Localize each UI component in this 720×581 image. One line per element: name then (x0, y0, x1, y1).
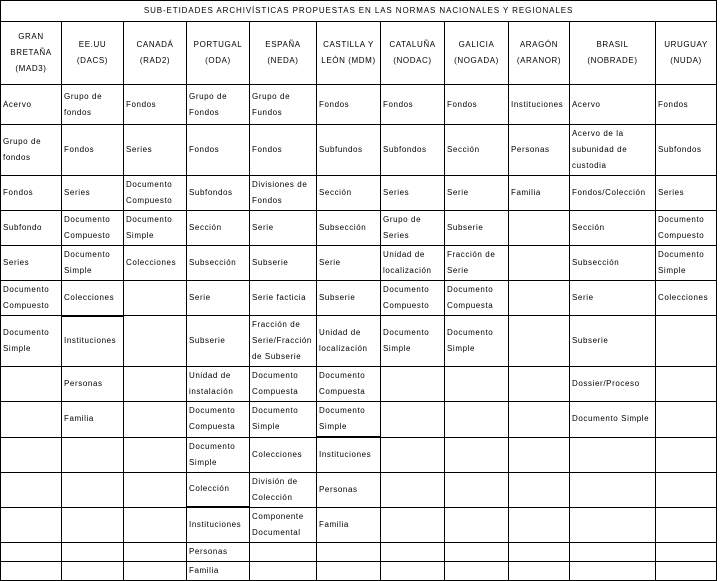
table-cell (656, 561, 717, 580)
table-cell (570, 561, 656, 580)
table-cell (656, 367, 717, 402)
table-cell: División de Colección (250, 472, 317, 507)
table-cell (124, 561, 187, 580)
table-cell: Documento Simple (187, 437, 250, 472)
table-cell: Dossier/Proceso (570, 367, 656, 402)
table-cell (1, 472, 62, 507)
table-cell: Familia (187, 561, 250, 580)
table-cell: Personas (187, 542, 250, 561)
table-cell (656, 542, 717, 561)
table-row (1, 542, 717, 561)
table-cell (445, 367, 509, 402)
column-header: BRASIL (NOBRADE) (570, 22, 656, 85)
table-cell (381, 402, 445, 438)
table-body (1, 85, 717, 581)
table-cell: Colecciones (124, 246, 187, 281)
table-cell (62, 437, 124, 472)
table-cell (445, 561, 509, 580)
table-cell: Documento Compuesta (250, 367, 317, 402)
table-cell (509, 561, 570, 580)
table-cell: Documento Compuesto (124, 176, 187, 211)
table-cell: Instituciones (509, 85, 570, 125)
table-cell: Serie (570, 281, 656, 316)
table-cell (509, 472, 570, 507)
table-cell: Documento Compuesta (317, 367, 381, 402)
table-cell (1, 367, 62, 402)
table-cell: Documento Simple (445, 316, 509, 367)
table-cell: Grupo de fondos (1, 125, 62, 176)
table-cell: Fondos (656, 85, 717, 125)
table-cell (317, 561, 381, 580)
table-cell: Acervo (1, 85, 62, 125)
table-cell (509, 246, 570, 281)
table-cell: Documento Compuesta (187, 402, 250, 438)
table-cell: Series (62, 176, 124, 211)
table-cell: Colecciones (656, 281, 717, 316)
table-cell: Sección (317, 176, 381, 211)
table-cell: Fondos (250, 125, 317, 176)
table-cell: Documento Compuesto (62, 211, 124, 246)
table-cell: Documento Simple (62, 246, 124, 281)
table-cell: Subfondos (381, 125, 445, 176)
table-cell: Documento Simple (317, 402, 381, 438)
table-cell: Documento Simple (250, 402, 317, 438)
table-cell: Familia (62, 402, 124, 438)
table-cell: Subserie (445, 211, 509, 246)
table-row (1, 281, 717, 316)
table-cell (570, 542, 656, 561)
column-header: PORTUGAL (ODA) (187, 22, 250, 85)
table-cell: Grupo de Series (381, 211, 445, 246)
table-cell (124, 316, 187, 367)
column-header: URUGUAY (NUDA) (656, 22, 717, 85)
table-cell (250, 561, 317, 580)
table-cell (381, 561, 445, 580)
table-cell: Fracción de Serie/Fracción de Subserie (250, 316, 317, 367)
table-cell: Fracción de Serie (445, 246, 509, 281)
header-row (1, 22, 717, 85)
table-cell (656, 472, 717, 507)
table-cell: Fondos (187, 125, 250, 176)
table-cell (1, 542, 62, 561)
table-cell (250, 542, 317, 561)
table-cell: Colecciones (250, 437, 317, 472)
table-cell (62, 542, 124, 561)
table-cell: Familia (317, 507, 381, 542)
table-cell (381, 542, 445, 561)
table-cell (656, 316, 717, 367)
table-cell (124, 507, 187, 542)
table-cell: Documento Simple (124, 211, 187, 246)
table-cell: Serie (445, 176, 509, 211)
table-cell: Grupo de Fundos (250, 85, 317, 125)
table-cell (509, 367, 570, 402)
table-cell (445, 542, 509, 561)
table-cell (570, 507, 656, 542)
table-cell (62, 507, 124, 542)
table-cell: Grupo de Fondos (187, 85, 250, 125)
table-cell (381, 367, 445, 402)
table-cell: Grupo de fondos (62, 85, 124, 125)
table-cell (1, 437, 62, 472)
table-cell: Fondos (1, 176, 62, 211)
table-cell: Subserie (317, 281, 381, 316)
table-row (1, 367, 717, 402)
table-cell (1, 402, 62, 438)
table-cell (124, 437, 187, 472)
table-cell: Subfondos (656, 125, 717, 176)
column-header: ARAGÓN (ARANOR) (509, 22, 570, 85)
table-cell: Documento Simple (656, 246, 717, 281)
table-cell: Documento Compuesta (445, 281, 509, 316)
table-cell (1, 561, 62, 580)
table-cell: Documento Compuesto (656, 211, 717, 246)
table-cell: Instituciones (62, 316, 124, 367)
table-cell: Series (1, 246, 62, 281)
table-cell: Acervo de la subunidad de custodia (570, 125, 656, 176)
table-cell: Colecciones (62, 281, 124, 316)
table-row (1, 316, 717, 367)
table-cell: Acervo (570, 85, 656, 125)
table-cell (381, 437, 445, 472)
table-cell (509, 211, 570, 246)
table-cell: Fondos (124, 85, 187, 125)
table-cell: Fondos (381, 85, 445, 125)
table-cell (509, 507, 570, 542)
table-cell: Serie (317, 246, 381, 281)
table-cell: Instituciones (317, 437, 381, 472)
table-row (1, 176, 717, 211)
table-cell (317, 542, 381, 561)
table-cell: Sección (570, 211, 656, 246)
table-cell: Sección (445, 125, 509, 176)
table-cell (570, 437, 656, 472)
table-cell (124, 402, 187, 438)
table-cell (1, 507, 62, 542)
table-cell: Serie facticia (250, 281, 317, 316)
table-cell (381, 472, 445, 507)
table-cell: Componente Documental (250, 507, 317, 542)
table-cell: Documento Simple (1, 316, 62, 367)
table-cell (509, 542, 570, 561)
table-cell: Documento Simple (381, 316, 445, 367)
table-cell (124, 542, 187, 561)
table-cell: Fondos (317, 85, 381, 125)
table-cell: Subfondos (187, 176, 250, 211)
table-row (1, 85, 717, 125)
table-cell: Subfundos (317, 125, 381, 176)
table-cell: Subserie (250, 246, 317, 281)
table-cell: Subserie (187, 316, 250, 367)
column-header: CANADÁ (RAD2) (124, 22, 187, 85)
table-cell: Subfondo (1, 211, 62, 246)
table-row (1, 125, 717, 176)
table-cell (509, 437, 570, 472)
table-cell: Colección (187, 472, 250, 507)
table-cell (656, 507, 717, 542)
table-cell (656, 437, 717, 472)
table-row (1, 561, 717, 580)
column-header: CATALUÑA (NODAC) (381, 22, 445, 85)
table-cell (381, 507, 445, 542)
table-cell: Documento Compuesto (381, 281, 445, 316)
table-cell: Serie (187, 281, 250, 316)
column-header: EE.UU (DACS) (62, 22, 124, 85)
table-cell: Subserie (570, 316, 656, 367)
table-cell: Personas (62, 367, 124, 402)
table-cell: Sección (187, 211, 250, 246)
table-cell (62, 561, 124, 580)
table-cell: Unidad de localización (317, 316, 381, 367)
table-cell: Documento Simple (570, 402, 656, 438)
table-cell: Documento Compuesto (1, 281, 62, 316)
table-cell: Series (656, 176, 717, 211)
table-cell: Series (381, 176, 445, 211)
table-row (1, 246, 717, 281)
table-cell (509, 281, 570, 316)
table-cell: Instituciones (187, 507, 250, 542)
table-row (1, 211, 717, 246)
table-cell: Fondos (445, 85, 509, 125)
table-cell (124, 281, 187, 316)
column-header: CASTILLA Y LEÓN (MDM) (317, 22, 381, 85)
column-header: GALICIA (NOGADA) (445, 22, 509, 85)
table-row (1, 507, 717, 542)
table-cell: Series (124, 125, 187, 176)
table-cell: Unidad de localización (381, 246, 445, 281)
column-header: ESPAÑA (NEDA) (250, 22, 317, 85)
table-cell (509, 402, 570, 438)
table-cell (124, 367, 187, 402)
table-cell: Divisiones de Fondos (250, 176, 317, 211)
table-cell (509, 316, 570, 367)
table-cell: Subsección (187, 246, 250, 281)
table-cell: Personas (509, 125, 570, 176)
table-cell: Personas (317, 472, 381, 507)
table-row (1, 472, 717, 507)
table-cell (124, 472, 187, 507)
table-cell: Fondos (62, 125, 124, 176)
column-header: GRAN BRETAÑA (MAD3) (1, 22, 62, 85)
table-cell (570, 472, 656, 507)
table-cell: Subsección (317, 211, 381, 246)
table-cell: Fondos/Colección (570, 176, 656, 211)
table-cell (445, 507, 509, 542)
table-cell (445, 402, 509, 438)
table-cell: Familia (509, 176, 570, 211)
table-cell (656, 402, 717, 438)
table-row (1, 402, 717, 438)
table-title: SUB-ETIDADES ARCHIVÍSTICAS PROPUESTAS EN LAS NORMAS NACIONALES Y REGIONALES (1, 1, 717, 22)
table-cell: Serie (250, 211, 317, 246)
table-cell: Unidad de instalación (187, 367, 250, 402)
title-row (1, 1, 717, 22)
table-cell (445, 437, 509, 472)
table-cell: Subsección (570, 246, 656, 281)
table-row (1, 437, 717, 472)
table-cell (445, 472, 509, 507)
table-cell (62, 472, 124, 507)
